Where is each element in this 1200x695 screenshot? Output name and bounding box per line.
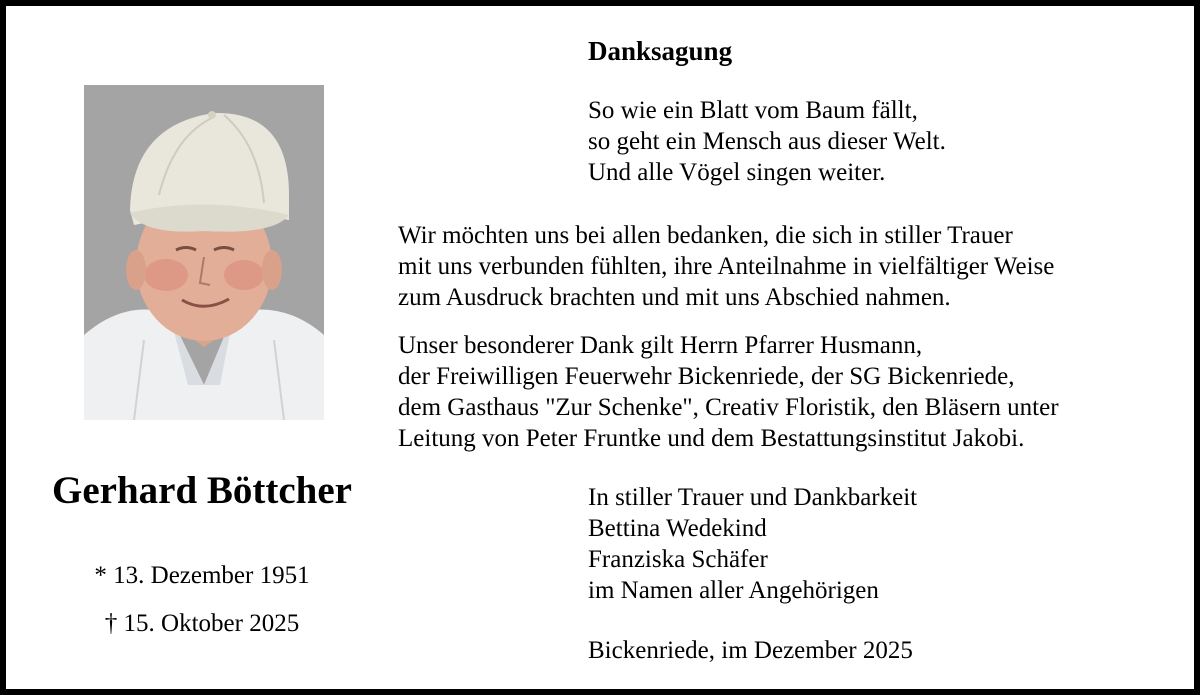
thanks-paragraph bbox=[398, 220, 1054, 313]
portrait-illustration bbox=[84, 85, 324, 420]
special-thanks-line: Leitung von Peter Fruntke und dem Bestattungsinstitut Jakobi. bbox=[398, 425, 1025, 452]
thanks-line: zum Ausdruck brachten und mit uns Abschied nahmen. bbox=[398, 284, 951, 311]
place-and-date: Bickenriede, im Dezember 2025 bbox=[588, 637, 913, 664]
birth-date: * 13. Dezember 1951 bbox=[94, 562, 310, 589]
thanks-line: mit uns verbunden fühlten, ihre Anteilnahme in vielfältiger Weise bbox=[398, 253, 1055, 280]
poem bbox=[588, 95, 946, 188]
special-thanks-line: der Freiwilligen Feuerwehr Bickenriede, der SG Bickenriede, bbox=[398, 363, 1015, 390]
special-thanks-line: dem Gasthaus "Zur Schenke", Creativ Floristik, den Bläsern unter bbox=[398, 394, 1059, 421]
poem-line: Und alle Vögel singen weiter. bbox=[588, 159, 886, 186]
deceased-name: Gerhard Böttcher bbox=[51, 469, 352, 512]
notice-heading: Danksagung bbox=[588, 36, 733, 66]
signoff-line: In stiller Trauer und Dankbarkeit bbox=[588, 484, 918, 511]
death-date: † 15. Oktober 2025 bbox=[104, 610, 300, 637]
life-dates bbox=[6, 556, 398, 652]
signoff-line: Bettina Wedekind bbox=[588, 515, 767, 542]
signoff-line: im Namen aller Angehörigen bbox=[588, 577, 879, 604]
thanks-line: Wir möchten uns bei allen bedanken, die sich in stiller Trauer bbox=[398, 222, 1013, 249]
portrait-photo bbox=[84, 85, 324, 420]
special-thanks-paragraph bbox=[398, 330, 1059, 454]
signoff-line: Franziska Schäfer bbox=[588, 546, 768, 573]
signoff bbox=[588, 482, 917, 606]
special-thanks-line: Unser besonderer Dank gilt Herrn Pfarrer Husmann, bbox=[398, 332, 923, 359]
poem-line: so geht ein Mensch aus dieser Welt. bbox=[588, 128, 946, 155]
poem-line: So wie ein Blatt vom Baum fällt, bbox=[588, 97, 918, 124]
